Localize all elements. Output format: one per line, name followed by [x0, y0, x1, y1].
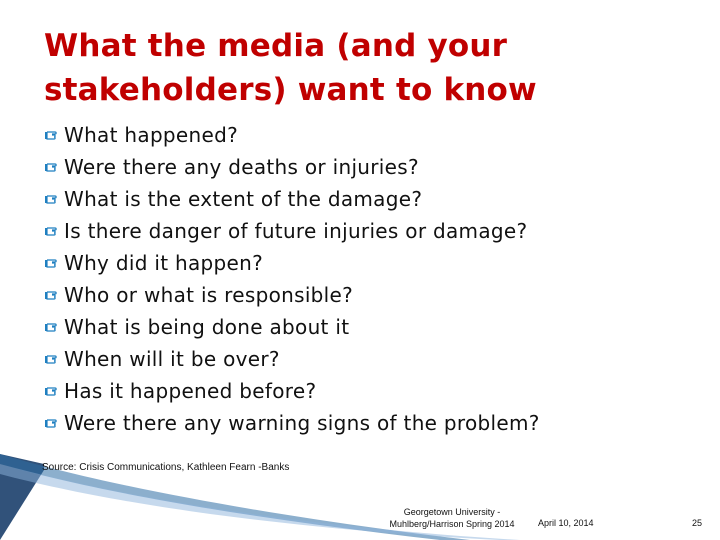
slide-title: What the media (and your stakeholders) want to know [44, 28, 537, 108]
pointing-hand-icon [44, 351, 64, 367]
bullet-text: Who or what is responsible? [64, 283, 354, 307]
source-citation: Source: Crisis Communications, Kathleen Fearn -Banks [42, 462, 290, 473]
footer-institution-line2: Muhlberg/Harrison Spring 2014 [389, 519, 515, 529]
footer-institution [372, 506, 532, 530]
pointing-hand-icon [44, 127, 64, 143]
bullet-text: Were there any warning signs of the problem? [64, 411, 540, 435]
footer-institution-line1: Georgetown University - [403, 507, 501, 517]
pointing-hand-icon [44, 287, 64, 303]
pointing-hand-icon [44, 159, 64, 175]
bullet-text: Is there danger of future injuries or damage? [64, 219, 528, 243]
bullet-item [44, 183, 540, 215]
pointing-hand-icon [44, 255, 64, 271]
page-number: 25 [692, 518, 703, 528]
bullet-item [44, 247, 540, 279]
bullet-item [44, 343, 540, 375]
bullet-list [44, 119, 540, 439]
pointing-hand-icon [44, 415, 64, 431]
pointing-hand-icon [44, 223, 64, 239]
corner-decoration [0, 440, 720, 540]
bullet-item [44, 407, 540, 439]
bullet-text: Why did it happen? [64, 251, 264, 275]
bullet-item [44, 151, 540, 183]
footer-date: April 10, 2014 [538, 518, 594, 528]
pointing-hand-icon [44, 383, 64, 399]
bullet-item [44, 215, 540, 247]
bullet-item [44, 375, 540, 407]
bullet-text: What happened? [64, 123, 239, 147]
bullet-text: What is the extent of the damage? [64, 187, 423, 211]
bullet-item [44, 279, 540, 311]
bullet-text: What is being done about it [64, 315, 350, 339]
bullet-text: Has it happened before? [64, 379, 317, 403]
pointing-hand-icon [44, 191, 64, 207]
bullet-text: Were there any deaths or injuries? [64, 155, 419, 179]
bullet-item [44, 311, 540, 343]
bullet-item [44, 119, 540, 151]
pointing-hand-icon [44, 319, 64, 335]
bullet-text: When will it be over? [64, 347, 280, 371]
